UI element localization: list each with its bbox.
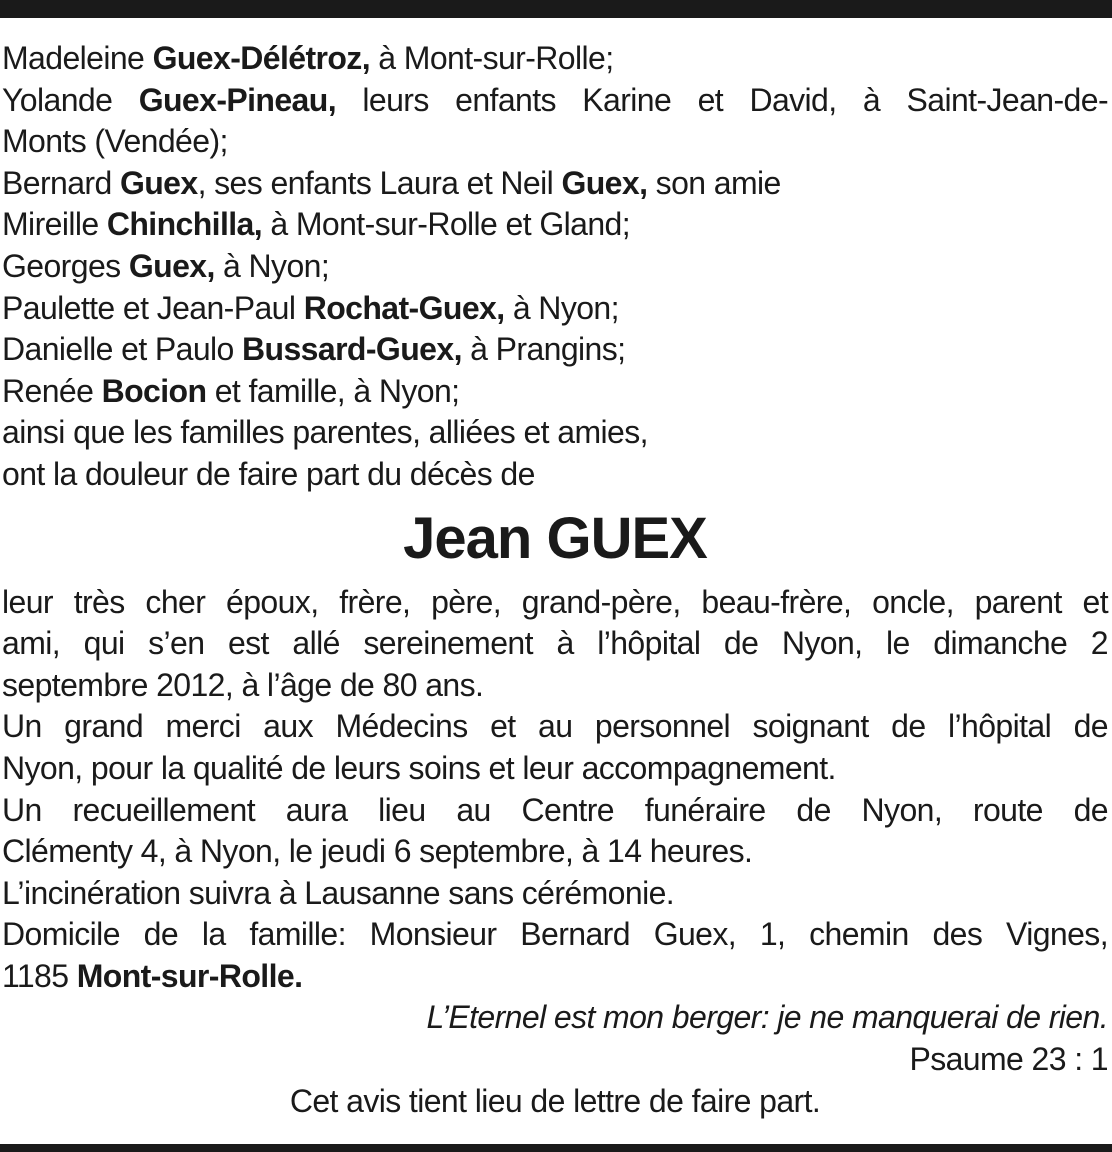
body-line: Clémenty 4, à Nyon, le jeudi 6 septembre, à 14 heures.	[2, 833, 753, 870]
deceased-name: Jean GUEX	[403, 505, 707, 571]
family-line: Renée Bocion et famille, à Nyon;	[2, 372, 460, 409]
closing-note: Cet avis tient lieu de lettre de faire part.	[289, 1082, 821, 1119]
family-line: Paulette et Jean-Paul Rochat-Guex, à Nyon;	[2, 289, 619, 326]
body-line: septembre 2012, à l’âge de 80 ans.	[2, 666, 484, 703]
family-line: Madeleine Guex-Délétroz, à Mont-sur-Rolle;	[2, 40, 614, 76]
body-line: Un grand merci aux Médecins et au personnel soignant de l’hôpital de	[2, 708, 1108, 745]
body-line: ami, qui s’en est allé sereinement à l’hôpital de Nyon, le dimanche 2	[2, 625, 1108, 662]
family-line: Bernard Guex, ses enfants Laura et Neil Guex, son amie	[2, 164, 781, 201]
body-line: L’incinération suivra à Lausanne sans cérémonie.	[2, 874, 675, 911]
address-town: Mont-sur-Rolle.	[76, 957, 303, 994]
family-line: Danielle et Paulo Bussard-Guex, à Prangins;	[2, 331, 626, 368]
psalm-reference: Psaume 23 : 1	[909, 1041, 1108, 1078]
family-line: Monts (Vendée);	[2, 123, 228, 160]
family-line: Yolande Guex-Pineau, leurs enfants Karine et David, à Saint-Jean-de-	[2, 81, 1108, 118]
notice-body	[2, 582, 1108, 998]
family-line: Georges Guex, à Nyon;	[2, 247, 330, 284]
psalm-quote: L’Eternel est mon berger: je ne manquerai de rien.	[426, 999, 1108, 1036]
family-line: ainsi que les familles parentes, alliées et amies,	[2, 414, 648, 451]
body-line: 1185 Mont-sur-Rolle.	[2, 957, 303, 994]
family-list	[2, 38, 1108, 496]
family-line: ont la douleur de faire part du décès de	[2, 455, 535, 492]
bottom-rule	[0, 1144, 1112, 1152]
family-line: Mireille Chinchilla, à Mont-sur-Rolle et Gland;	[2, 206, 631, 243]
body-line: leur très cher époux, frère, père, grand-père, beau-frère, oncle, parent et	[2, 583, 1108, 620]
obituary-notice	[2, 38, 1108, 1122]
body-line: Domicile de la famille: Monsieur Bernard Guex, 1, chemin des Vignes,	[2, 916, 1108, 953]
body-line: Un recueillement aura lieu au Centre funéraire de Nyon, route de	[2, 791, 1108, 828]
body-line: Nyon, pour la qualité de leurs soins et leur accompagnement.	[2, 749, 836, 786]
top-rule	[0, 0, 1112, 18]
